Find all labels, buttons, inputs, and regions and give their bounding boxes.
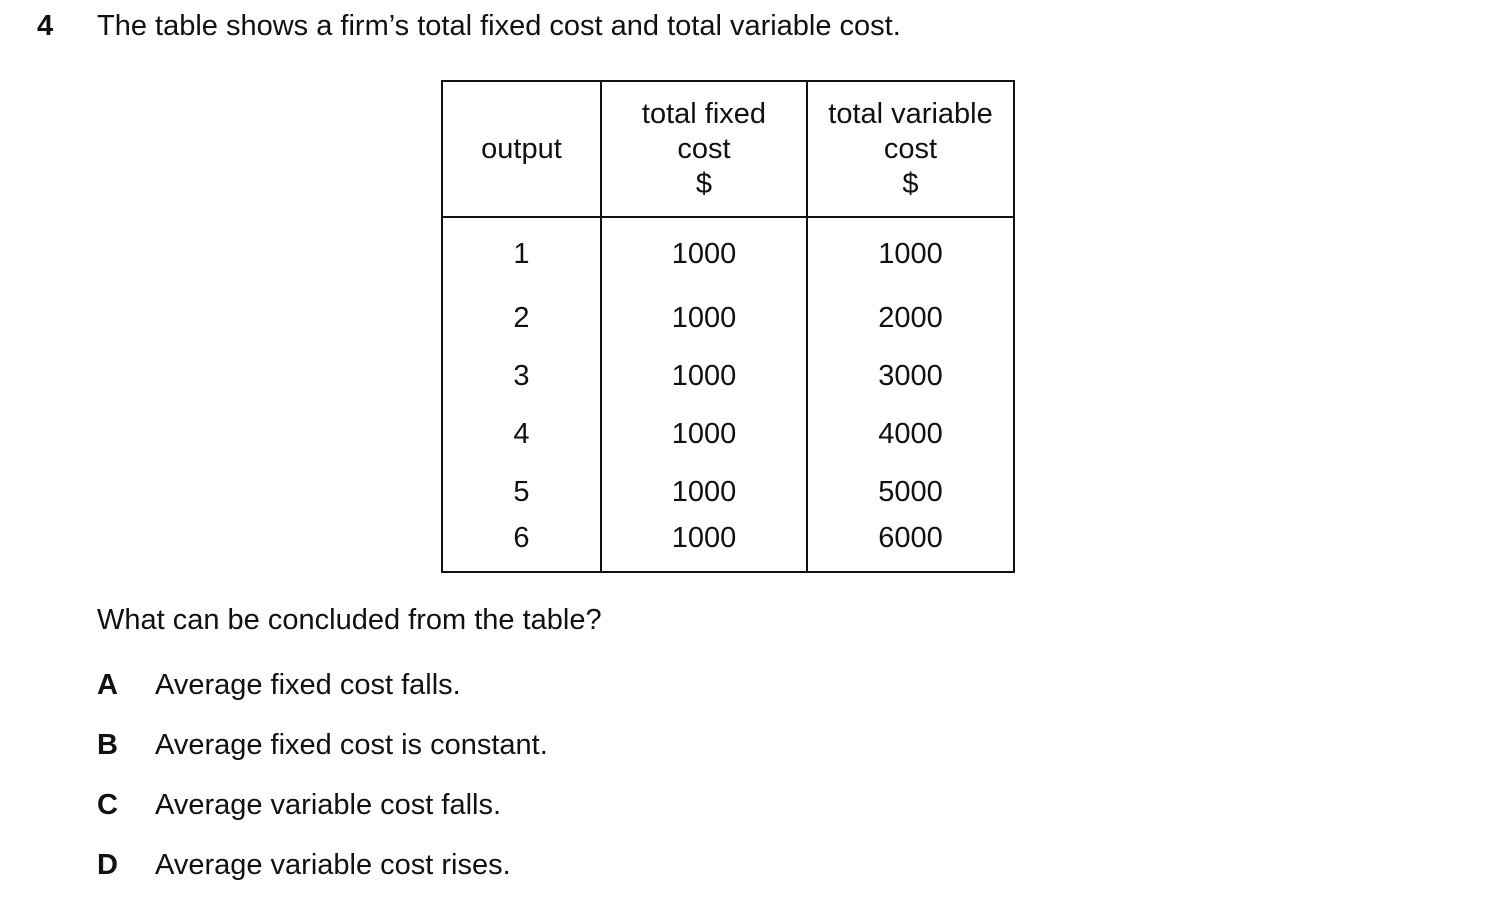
header-output-line-1: output [481, 132, 562, 165]
cell-total-fixed-cost: 1000 [601, 521, 807, 572]
cell-output: 4 [442, 405, 601, 463]
option-letter: B [97, 729, 118, 761]
table-row [442, 217, 1014, 289]
cell-total-fixed-cost: 1000 [601, 405, 807, 463]
cost-table [441, 80, 1015, 573]
option-a[interactable] [97, 667, 461, 703]
header-fixed-line-2: cost [677, 132, 731, 165]
option-letter: D [97, 849, 118, 881]
question-stem: The table shows a firm’s total fixed cost and total variable cost. [97, 10, 901, 42]
option-b[interactable] [97, 727, 548, 763]
header-total-variable-cost [807, 81, 1014, 217]
cell-output: 3 [442, 347, 601, 405]
option-text: Average variable cost rises. [155, 849, 511, 881]
cell-output: 6 [442, 521, 601, 572]
table-row [442, 521, 1014, 572]
cell-total-variable-cost: 1000 [807, 217, 1014, 289]
option-letter: C [97, 789, 118, 821]
cell-total-variable-cost: 3000 [807, 347, 1014, 405]
cell-total-fixed-cost: 1000 [601, 289, 807, 347]
cell-total-fixed-cost: 1000 [601, 347, 807, 405]
header-variable-line-2: cost [883, 132, 938, 165]
cell-total-fixed-cost: 1000 [601, 463, 807, 521]
cell-total-variable-cost: 5000 [807, 463, 1014, 521]
option-d[interactable] [97, 847, 511, 883]
header-output [442, 81, 601, 217]
header-variable-line-1: total variable [828, 97, 993, 130]
option-c[interactable] [97, 787, 501, 823]
cell-output: 5 [442, 463, 601, 521]
table-header-row [442, 81, 1014, 217]
cell-total-fixed-cost: 1000 [601, 217, 807, 289]
question-number: 4 [37, 10, 54, 42]
option-letter: A [97, 669, 118, 701]
table-row [442, 463, 1014, 521]
cell-output: 2 [442, 289, 601, 347]
cell-total-variable-cost: 4000 [807, 405, 1014, 463]
header-total-fixed-cost [601, 81, 807, 217]
header-variable-unit: $ [902, 167, 919, 200]
table-row [442, 289, 1014, 347]
table-row [442, 347, 1014, 405]
cell-output: 1 [442, 217, 601, 289]
question-prompt: What can be concluded from the table? [97, 604, 602, 636]
option-text: Average fixed cost falls. [155, 669, 461, 701]
option-text: Average fixed cost is constant. [155, 729, 548, 761]
cell-total-variable-cost: 6000 [807, 521, 1014, 572]
header-fixed-unit: $ [695, 167, 713, 200]
table-row [442, 405, 1014, 463]
option-text: Average variable cost falls. [155, 789, 502, 821]
cell-total-variable-cost: 2000 [807, 289, 1014, 347]
header-fixed-line-1: total fixed [641, 97, 767, 130]
